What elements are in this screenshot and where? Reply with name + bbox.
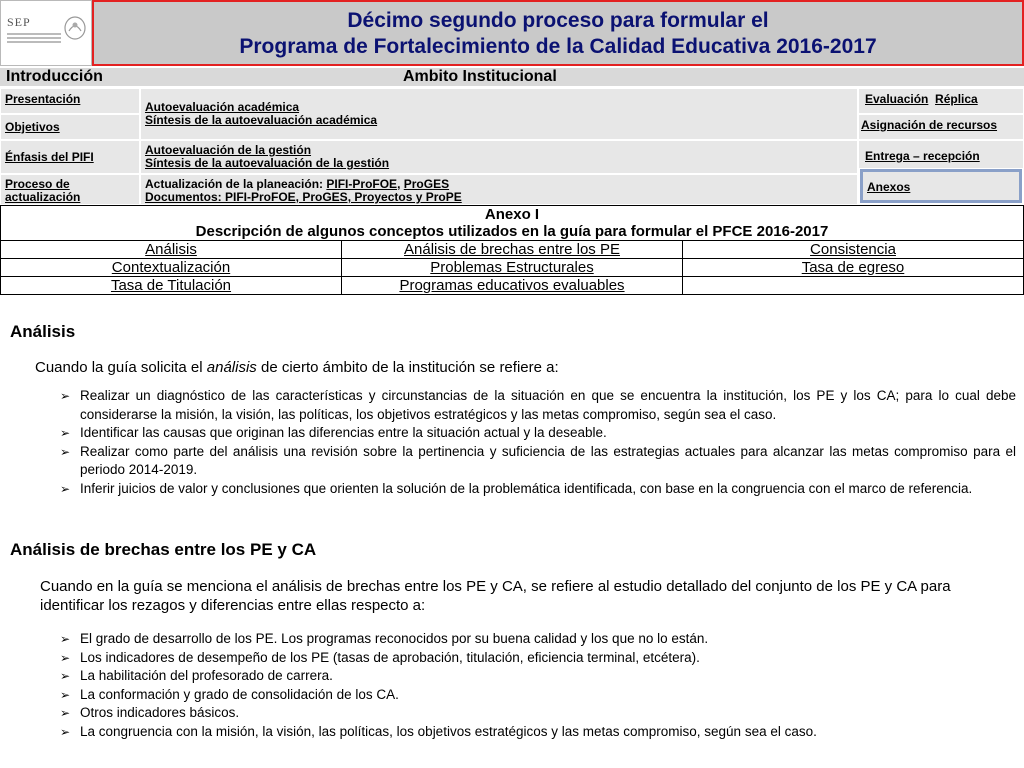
nav-presentacion-label[interactable]: Presentación (5, 92, 81, 106)
list-item (60, 387, 1016, 424)
slide-header (0, 0, 1024, 68)
nav-enfasis-label[interactable]: Énfasis del PIFI (5, 150, 94, 164)
heading-analisis: Análisis (10, 322, 76, 341)
nav-autoevaluacion-gestion[interactable]: Autoevaluación de la gestión (145, 143, 312, 157)
list-item (60, 723, 1016, 742)
nav-asignacion-recursos[interactable]: Asignación de recursos (861, 118, 998, 132)
nav-anexos-active[interactable] (860, 169, 1022, 203)
arrow-bullet-icon: ➢ (60, 687, 71, 702)
nav-proceso-actualizacion[interactable] (0, 174, 140, 205)
analisis-intro-prefix: Cuando la guía solicita el (35, 359, 207, 376)
arrow-bullet-icon: ➢ (60, 389, 71, 403)
arrow-bullet-icon: ➢ (60, 444, 71, 459)
heading-analisis-brechas: Análisis de brechas entre los PE y CA (10, 540, 317, 559)
nav-entrega-cell (858, 140, 1024, 169)
list-item-text: La conformación y grado de consolidación de los CA. (80, 686, 399, 702)
analisis-intro-suffix: de cierto ámbito de la institución se refiere a: (256, 359, 559, 376)
list-item (60, 443, 1016, 480)
nav-objetivos-label[interactable]: Objetivos (5, 120, 60, 134)
list-item (60, 480, 1016, 499)
list-item-text: Otros indicadores básicos. (80, 705, 240, 720)
arrow-bullet-icon: ➢ (60, 632, 71, 646)
slide-title-box (92, 0, 1024, 66)
list-item (60, 630, 1016, 649)
link-contextualizacion[interactable]: Contextualización (111, 259, 231, 276)
anexo-title-text: Anexo I (484, 206, 540, 223)
link-problemas-estructurales[interactable]: Problemas Estructurales (430, 259, 594, 276)
list-item-text: Identificar las causas que originan las diferencias entre la situación actual y la deseable. (80, 425, 607, 440)
table-cell[interactable] (342, 259, 683, 277)
nav-evaluacion[interactable]: Evaluación (865, 92, 929, 106)
link-analisis[interactable]: Análisis (145, 241, 197, 258)
nav-objetivos[interactable] (0, 114, 140, 140)
anexo-title (1, 206, 1024, 241)
nav-introduccion[interactable]: Introducción (6, 68, 103, 85)
analisis-bullet-list (60, 387, 1016, 498)
table-cell[interactable] (1, 259, 342, 277)
logo-subtitle-lines (7, 31, 61, 45)
analisis-intro-em: análisis (206, 359, 257, 376)
list-item-text: La congruencia con la misión, la visión, las políticas, los objetivos estratégicos y las metas compromiso, según sea el caso. (80, 723, 817, 739)
nav-proceso-label[interactable]: Proceso de actualización (5, 177, 81, 204)
list-item-text: Realizar como parte del análisis una revisión sobre la pertinencia y suficiencia de las estrategias actuales para alcanzar las metas compromiso para el periodo 2014-2019. (80, 443, 1016, 477)
nav-documentos[interactable]: Documentos: PIFI-ProFOE, ProGES, Proyectos y ProPE (145, 190, 462, 204)
list-item-text: Inferir juicios de valor y conclusiones que orienten la solución de la problemática identificada, con base en la congruencia con el marco de referencia. (80, 480, 973, 496)
nav-sintesis-academica[interactable]: Síntesis de la autoevaluación académica (145, 113, 378, 127)
link-programas-evaluables[interactable]: Programas educativos evaluables (399, 277, 625, 294)
link-analisis-brechas[interactable]: Análisis de brechas entre los PE (404, 241, 620, 258)
nav-asignacion-cell (858, 114, 1024, 140)
table-cell[interactable] (342, 241, 683, 259)
table-cell[interactable] (683, 241, 1024, 259)
arrow-bullet-icon: ➢ (60, 481, 71, 496)
sep-logo (0, 0, 92, 66)
slide-title-line-2: Programa de Fortalecimiento de la Calidad Educativa 2016-2017 (239, 35, 877, 58)
nav-actualizacion-prefix: Actualización de la planeación: (145, 177, 327, 191)
link-tasa-egreso[interactable]: Tasa de egreso (801, 259, 905, 276)
link-pifi-profoe[interactable]: PIFI-ProFOE (326, 177, 398, 191)
arrow-bullet-icon: ➢ (60, 650, 71, 665)
table-row (1, 277, 1024, 295)
arrow-bullet-icon: ➢ (60, 724, 71, 739)
anexo-subtitle-text: Descripción de algunos conceptos utilizados en la guía para formular el PFCE 2016-2017 (195, 223, 829, 240)
nav-anexos-label[interactable]: Anexos (867, 180, 911, 194)
table-cell[interactable] (342, 277, 683, 295)
list-item-text: Realizar un diagnóstico de las características y circunstancias de la situación en que se encuentra la institución, los PE y los CA; para lo cual debe considerarse la misión, la visión, las políticas, los objetivos estratégicos y las metas compromiso, según sea el caso. (80, 388, 1016, 422)
nav-enfasis[interactable] (0, 140, 140, 174)
logo-text: SEP (7, 15, 31, 29)
mexico-seal-icon (63, 15, 87, 41)
nav-evaluacion-replica-cell (858, 88, 1024, 114)
table-row (1, 259, 1024, 277)
anexo-title-row (1, 206, 1024, 241)
navigation-grid (0, 88, 1024, 205)
list-item (60, 667, 1016, 686)
nav-replica[interactable]: Réplica (935, 92, 978, 106)
link-proges[interactable]: ProGES (403, 177, 450, 191)
list-item (60, 686, 1016, 705)
link-consistencia[interactable]: Consistencia (810, 241, 896, 258)
brechas-bullet-list (60, 630, 1016, 741)
list-item (60, 649, 1016, 668)
nav-autoevaluacion-academica[interactable]: Autoevaluación académica (145, 100, 300, 114)
slide-title-line-1: Décimo segundo proceso para formular el (347, 9, 769, 32)
arrow-bullet-icon: ➢ (60, 426, 71, 440)
nav-autoevaluacion-academica-cell (140, 88, 858, 140)
link-tasa-titulacion[interactable]: Tasa de Titulación (110, 277, 232, 294)
analisis-intro (35, 358, 1015, 377)
nav-sintesis-gestion[interactable]: Síntesis de la autoevaluación de la gestión (145, 156, 390, 170)
table-cell[interactable] (1, 241, 342, 259)
table-cell[interactable] (1, 277, 342, 295)
nav-actualizacion-cell (140, 174, 858, 205)
anexo-table (0, 205, 1024, 295)
nav-entrega-recepcion[interactable]: Entrega – recepción (865, 149, 980, 163)
list-item (60, 424, 1016, 443)
nav-presentacion[interactable] (0, 88, 140, 114)
table-cell[interactable] (683, 259, 1024, 277)
list-item-text: El grado de desarrollo de los PE. Los programas reconocidos por su buena calidad y los que no lo están. (80, 631, 709, 646)
nav-separator: , (397, 177, 404, 191)
arrow-bullet-icon: ➢ (60, 706, 71, 720)
brechas-intro: Cuando en la guía se menciona el análisis de brechas entre los PE y CA, se refiere al estudio detallado del conjunto de los PE y CA para identificar los rezagos y diferencias entre ellas respecto a: (40, 578, 951, 614)
list-item-text: La habilitación del profesorado de carrera. (80, 668, 333, 683)
table-row (1, 241, 1024, 259)
nav-ambito-institucional[interactable]: Ambito Institucional (403, 68, 557, 85)
list-item (60, 704, 1016, 723)
table-cell-empty (683, 277, 1024, 295)
section-nav-strip (0, 68, 1024, 86)
list-item-text: Los indicadores de desempeño de los PE (tasas de aprobación, titulación, eficiencia terminal, etcétera). (80, 649, 700, 665)
nav-autoevaluacion-gestion-cell (140, 140, 858, 174)
arrow-bullet-icon: ➢ (60, 669, 71, 683)
